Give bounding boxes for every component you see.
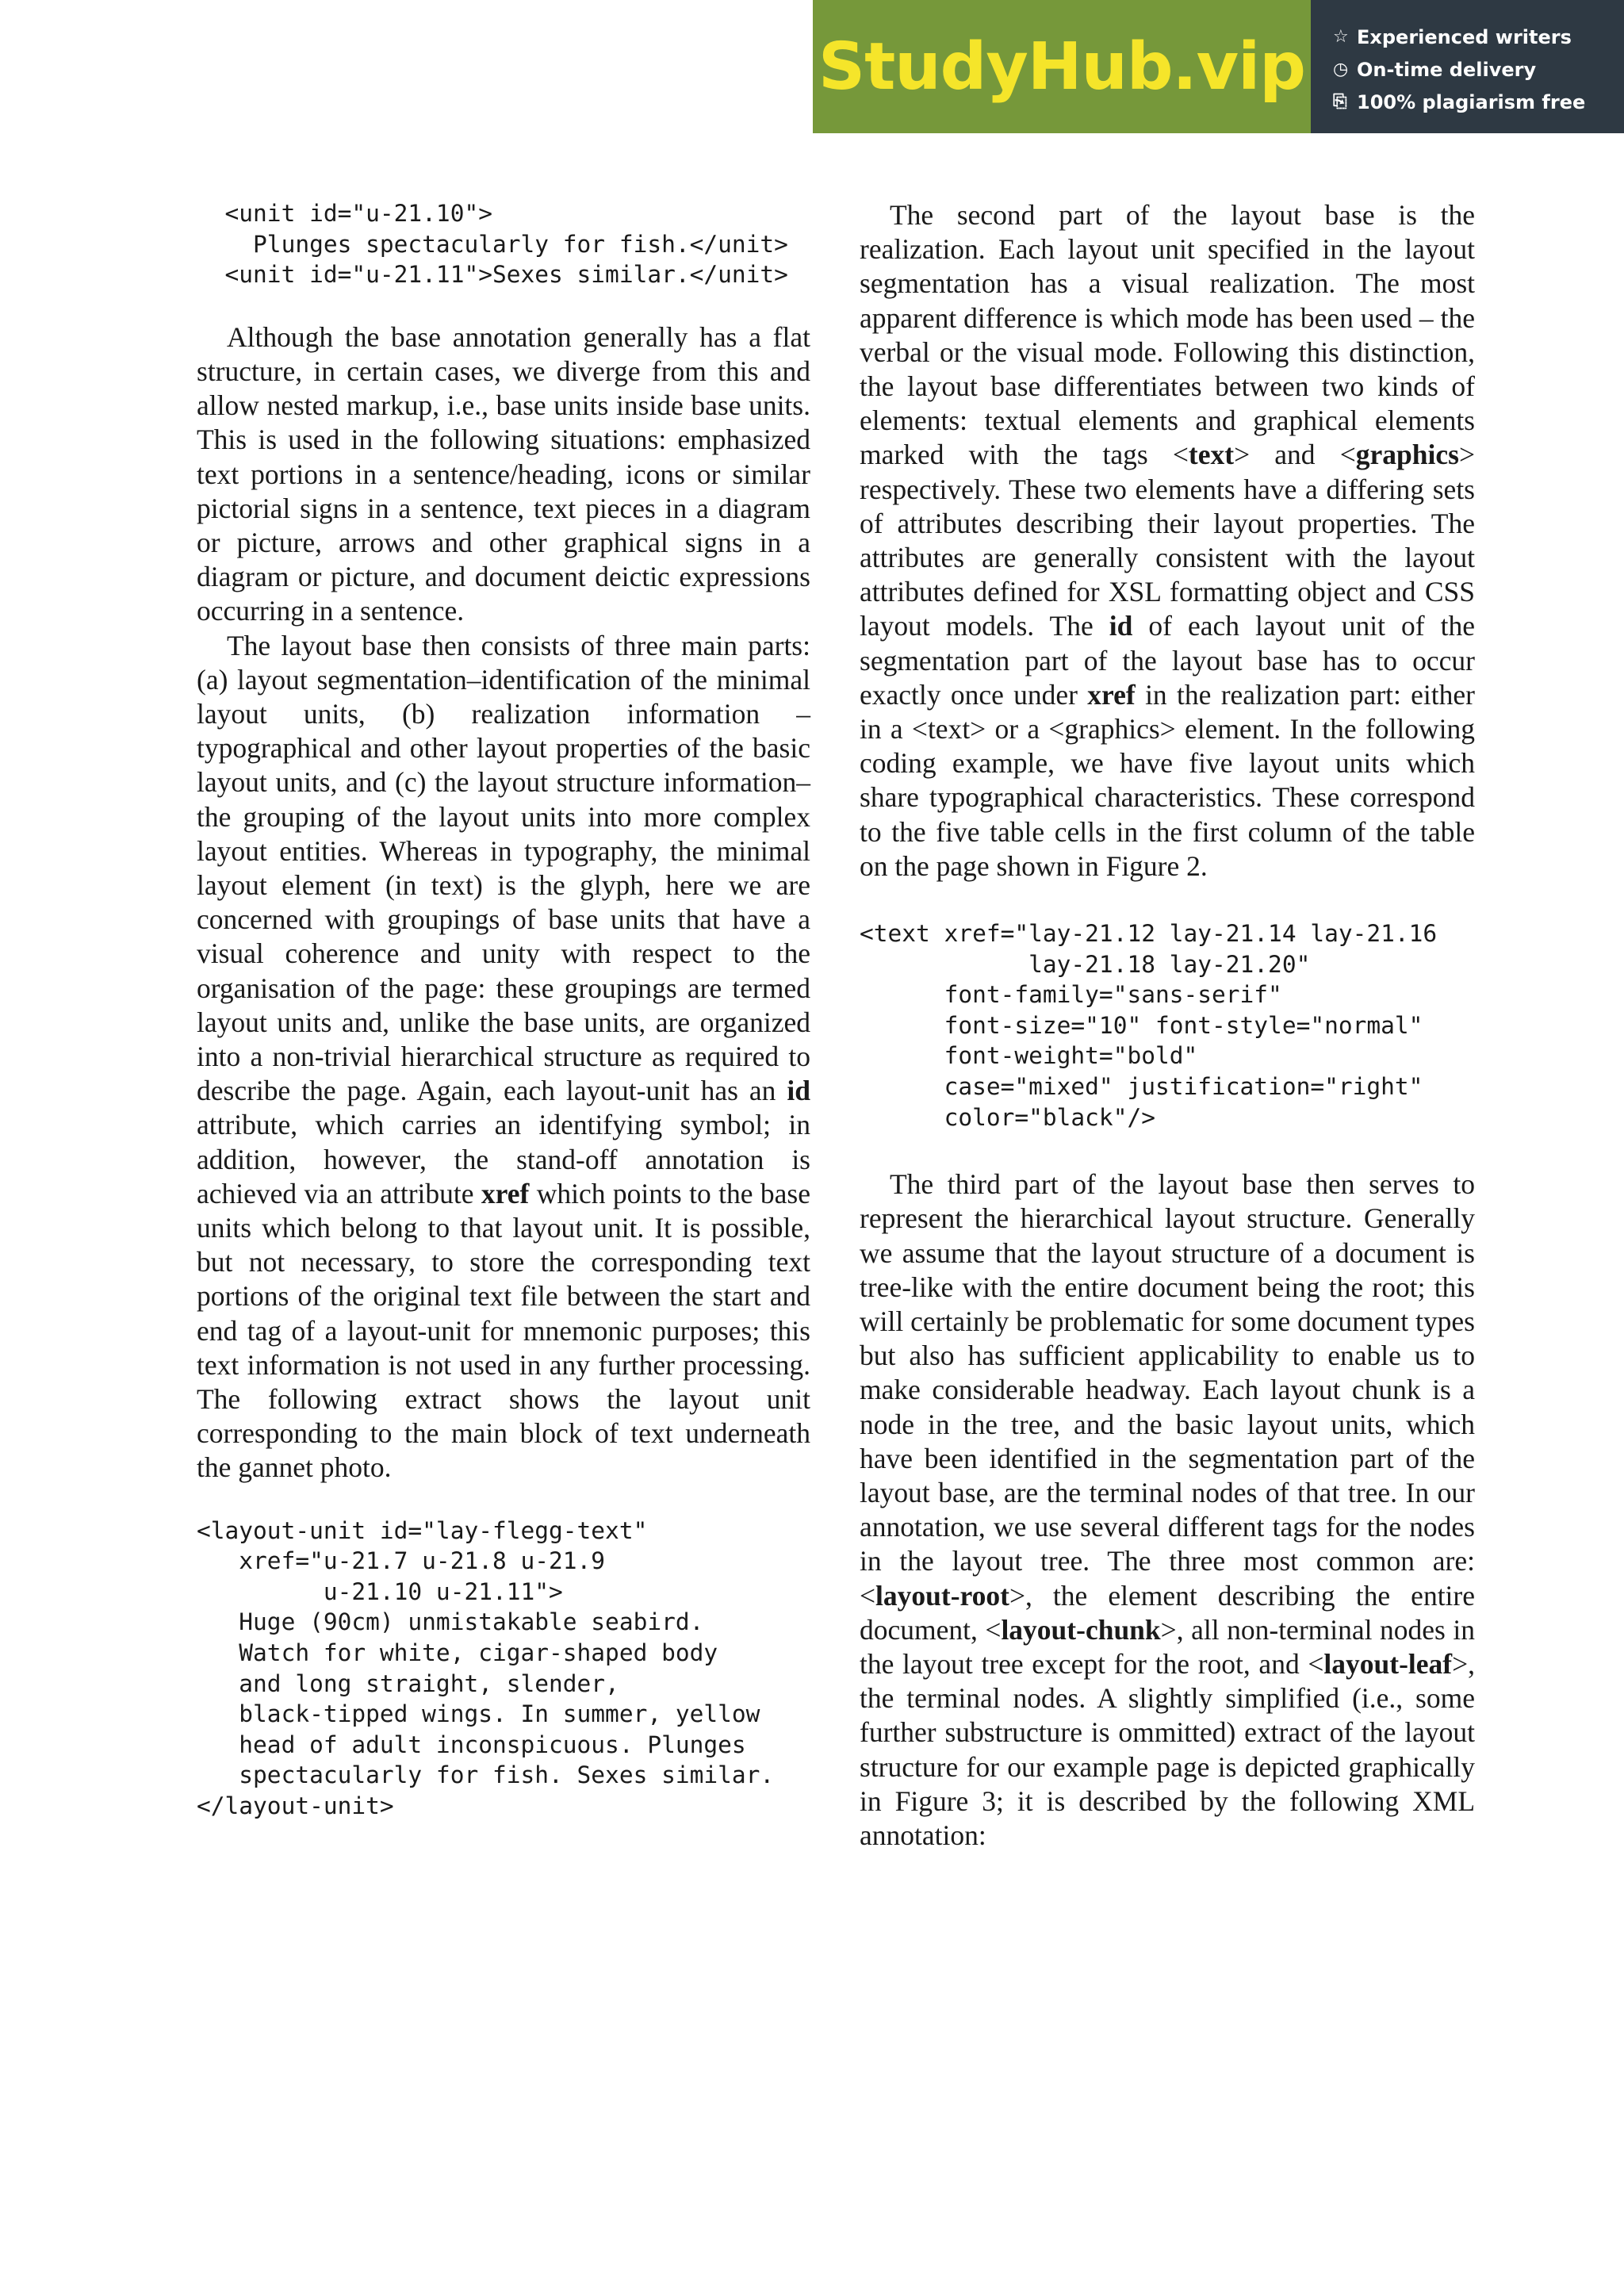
feature-plagiarism bbox=[1333, 86, 1624, 118]
term-layout-leaf: layout-leaf bbox=[1323, 1648, 1453, 1681]
right-column bbox=[860, 198, 1475, 1853]
banner-logo[interactable] bbox=[813, 0, 1311, 133]
term-layout-root: layout-root bbox=[875, 1579, 1009, 1612]
banner-features bbox=[1311, 0, 1624, 133]
term-layout-chunk: layout-chunk bbox=[1001, 1613, 1161, 1646]
feature-writers bbox=[1333, 21, 1624, 53]
ad-banner[interactable] bbox=[813, 0, 1624, 133]
star-icon: ☆ bbox=[1333, 27, 1349, 47]
paragraph-layout-base: The layout base then consists of three main parts: (a) layout segmentation–identification of the minimal layout units, (b) realization information – typographical and other layout properties of the basic layout units, and (c) the layout structure information–the grouping of the layout units into more complex layout entities. Whereas in typography, the minimal layout element (in text) is the glyph, here we are concerned with groupings of base units that have a visual coherence and unity with respect to the organisation of the page: these groupings are termed layout units and, unlike the base units, are organized into a non-trivial hierarchical structure as required to describe the page. Again, each layout-unit has an id attribute, which carries an identifying symbol; in addition, however, the stand-off annotation is achieved via an attribute xref which points to the base units which belong to that layout unit. It is possible, but not necessary, to store the corresponding text portions of the original text file between the start and end tag of a layout-unit for mnemonic purposes; this text information is not used in any further processing. The following extract shows the layout unit corresponding to the main block of text underneath the gannet photo. bbox=[197, 629, 810, 1484]
code-block-unit: <unit id="u-21.10"> Plunges spectacularly for fish.</unit> <unit id="u-21.11">Sexes similar.</unit> bbox=[224, 200, 788, 289]
left-column bbox=[197, 198, 810, 1822]
document-check-icon: ⎘ bbox=[1333, 92, 1347, 112]
feature-text: 100% plagiarism free bbox=[1357, 90, 1586, 113]
paragraph-realization: The second part of the layout base is the realization. Each layout unit specified in the layout segmentation has a visual realization. The most apparent difference is which mode has been used – the verbal or the visual mode. Following this distinction, the layout base differentiates between two kinds of elements: textual elements and graphical elements marked with the tags <text> and <graphics> respectively. These two elements have a differing sets of attributes describing their layout properties. The attributes are generally consistent with the layout attributes defined for XSL formatting object and CSS layout models. The id of each layout unit of the segmentation part of the layout base has to occur exactly once under xref in the realization part: either in a <text> or a <graphics> element. In the following coding example, we have five layout units which share typographical characteristics. These correspond to the five table cells in the first column of the table on the page shown in Figure 2. bbox=[860, 199, 1475, 882]
feature-text: On-time delivery bbox=[1357, 58, 1537, 81]
feature-text: Experienced writers bbox=[1357, 25, 1572, 48]
term-graphics: graphics bbox=[1355, 439, 1459, 471]
paragraph-layout-structure: The third part of the layout base then serves to represent the hierarchical layout structure. Generally we assume that the layout structure of a document is tree-like with the entire document being the root; this will certainly be problematic for some document types but also has sufficient applicability to enable us to make considerable headway. Each layout chunk is a node in the tree, and the basic layout units, which have been identified in the segmentation part of the layout base, are the terminal nodes of that tree. In our annotation, we use several different tags for the nodes in the layout tree. The three most common are: <layout-root>, the element describing the entire document, <layout-chunk>, all non-terminal nodes in the layout tree except for the root, and <layout-leaf>, the terminal nodes. A slightly simplified (i.e., some further substructure is ommitted) extract of the layout structure for our example page is depicted graphically in Figure 3; it is described by the following XML annotation: bbox=[860, 1168, 1475, 1852]
term-id: id bbox=[1109, 610, 1133, 642]
logo-text: StudyHub.vip bbox=[818, 29, 1305, 105]
term-text: text bbox=[1188, 439, 1235, 471]
code-block-text: <text xref="lay-21.12 lay-21.14 lay-21.16 lay-21.18 lay-21.20" font-family="sans-serif" font-size="10" font-style="normal" font-weight="bold" case="mixed" justification="right" color="black"/> bbox=[860, 920, 1438, 1131]
code-block-layout-unit: <layout-unit id="lay-flegg-text" xref="u-21.7 u-21.8 u-21.9 u-21.10 u-21.11"> Huge (90cm) unmistakable seabird. Watch for white, cigar-shaped body and long straight, slender, black-tipped wings. In summer, yellow head of adult inconspicuous. Plunges spectacularly for fish. Sexes similar. </layout-unit> bbox=[197, 1516, 775, 1820]
clock-icon: ◷ bbox=[1333, 59, 1349, 79]
paragraph-nested-markup: Although the base annotation generally has a flat structure, in certain cases, we diverge from this and allow nested markup, i.e., base units inside base units. This is used in the following situations: emphasized text portions in a sentence/heading, icons or similar pictorial signs in a sentence, text pieces in a diagram or picture, arrows and other graphical signs in a diagram or picture, and document deictic expressions occurring in a sentence. bbox=[197, 320, 810, 627]
term-id: id bbox=[787, 1075, 810, 1107]
term-xref: xref bbox=[1087, 678, 1136, 711]
feature-delivery bbox=[1333, 53, 1624, 86]
term-xref: xref bbox=[481, 1177, 530, 1209]
